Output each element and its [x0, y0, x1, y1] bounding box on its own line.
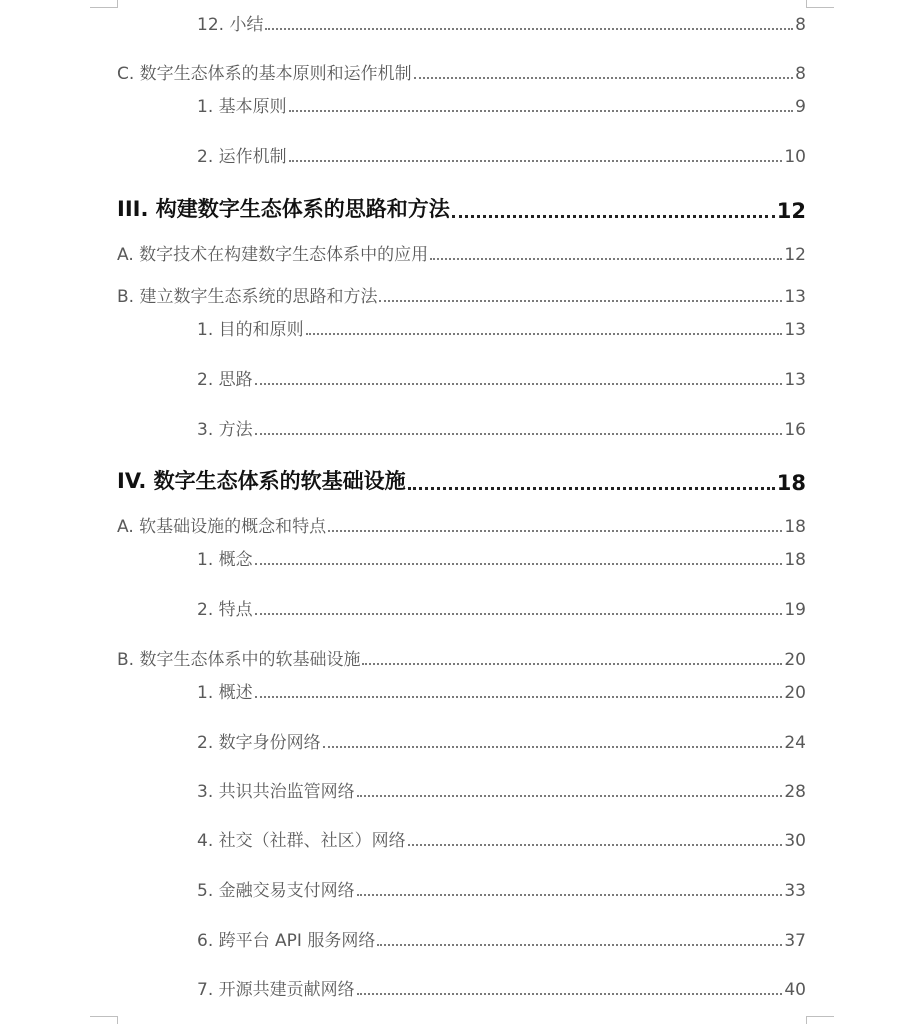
toc-entry[interactable] — [197, 315, 806, 340]
dot-leader — [357, 894, 783, 896]
toc-entry-label: 5. 金融交易支付网络 — [197, 881, 355, 901]
toc-entry-page: 19 — [784, 600, 806, 620]
dot-leader — [414, 77, 793, 79]
toc-entry-label: 2. 思路 — [197, 370, 253, 390]
toc-entry-page: 16 — [784, 420, 806, 440]
toc-entry-label: 12. 小结 — [197, 15, 264, 35]
dot-leader — [289, 160, 783, 162]
toc-entry-label: 7. 开源共建贡献网络 — [197, 980, 355, 1000]
toc-entry-label: IV. 数字生态体系的软基础设施 — [117, 469, 406, 493]
dot-leader — [408, 844, 783, 846]
toc-entry[interactable] — [197, 10, 806, 35]
dot-leader — [357, 993, 783, 995]
toc-entry-page: 13 — [784, 287, 806, 307]
toc-entry-page: 24 — [784, 733, 806, 753]
toc-entry-page: 40 — [784, 980, 806, 1000]
toc-entry-label: 2. 运作机制 — [197, 147, 287, 167]
toc-entry-page: 33 — [784, 881, 806, 901]
dot-leader — [265, 28, 793, 30]
toc-entry-label: 3. 方法 — [197, 420, 253, 440]
toc-entry-page: 18 — [784, 550, 806, 570]
toc-entry[interactable] — [197, 415, 806, 440]
dot-leader — [452, 215, 775, 218]
dot-leader — [289, 110, 794, 112]
dot-leader — [362, 663, 782, 665]
toc-entry-label: III. 构建数字生态体系的思路和方法 — [117, 197, 450, 221]
toc-entry[interactable] — [117, 512, 806, 537]
toc-entry[interactable] — [197, 595, 806, 620]
toc-entry-label: 1. 基本原则 — [197, 97, 287, 117]
toc-entry-page: 28 — [784, 782, 806, 802]
toc-entry-label: B. 数字生态体系中的软基础设施 — [117, 650, 361, 670]
dot-leader — [323, 746, 783, 748]
toc-entry-page: 12 — [784, 245, 806, 265]
dot-leader — [255, 433, 783, 435]
toc-entry-label: B. 建立数字生态系统的思路和方法 — [117, 287, 378, 307]
toc-entry[interactable] — [197, 142, 806, 167]
toc-entry-page: 20 — [784, 650, 806, 670]
dot-leader — [357, 795, 783, 797]
toc-entry-page: 20 — [784, 683, 806, 703]
toc-entry-page: 8 — [795, 15, 806, 35]
toc-entry[interactable] — [197, 545, 806, 570]
toc-entry[interactable] — [197, 926, 806, 951]
dot-leader — [255, 383, 783, 385]
toc-entry-page: 30 — [784, 831, 806, 851]
toc-chapter-entry[interactable] — [117, 193, 806, 223]
toc-entry[interactable] — [197, 365, 806, 390]
toc-entry[interactable] — [117, 240, 806, 265]
toc-entry[interactable] — [197, 92, 806, 117]
toc-entry[interactable] — [197, 876, 806, 901]
toc-entry[interactable] — [197, 678, 806, 703]
toc-entry[interactable] — [197, 975, 806, 1000]
dot-leader — [255, 696, 783, 698]
toc-entry-label: A. 数字技术在构建数字生态体系中的应用 — [117, 245, 429, 265]
toc-entry-page: 13 — [784, 370, 806, 390]
toc-chapter-entry[interactable] — [117, 465, 806, 495]
toc-entry-page: 37 — [784, 931, 806, 951]
toc-entry-label: 1. 概念 — [197, 550, 253, 570]
toc-entry-label: 2. 数字身份网络 — [197, 733, 321, 753]
toc-entry-label: 2. 特点 — [197, 600, 253, 620]
toc-entry-page: 12 — [776, 199, 806, 223]
toc-entry-page: 10 — [784, 147, 806, 167]
toc-entry-label: 3. 共识共治监管网络 — [197, 782, 355, 802]
toc-entry-label: A. 软基础设施的概念和特点 — [117, 517, 327, 537]
toc-entry-label: 1. 概述 — [197, 683, 253, 703]
toc-entry-label: 4. 社交（社群、社区）网络 — [197, 831, 406, 851]
toc-entry-page: 8 — [795, 64, 806, 84]
dot-leader — [255, 613, 783, 615]
dot-leader — [408, 487, 775, 490]
dot-leader — [430, 258, 782, 260]
toc-entry[interactable] — [117, 59, 806, 84]
toc-entry-label: C. 数字生态体系的基本原则和运作机制 — [117, 64, 412, 84]
toc-entry-label: 6. 跨平台 API 服务网络 — [197, 931, 376, 951]
toc-entry-label: 1. 目的和原则 — [197, 320, 304, 340]
toc-entry-page: 9 — [795, 97, 806, 117]
toc-entry-page: 18 — [776, 471, 806, 495]
toc-entry-page: 18 — [784, 517, 806, 537]
dot-leader — [306, 333, 783, 335]
toc-entry-page: 13 — [784, 320, 806, 340]
toc-entry[interactable] — [117, 282, 806, 307]
toc-entry[interactable] — [197, 728, 806, 753]
toc-entry[interactable] — [197, 826, 806, 851]
toc-entry[interactable] — [197, 777, 806, 802]
toc-entry[interactable] — [117, 645, 806, 670]
dot-leader — [328, 530, 782, 532]
dot-leader — [377, 944, 782, 946]
dot-leader — [255, 563, 783, 565]
dot-leader — [379, 300, 782, 302]
